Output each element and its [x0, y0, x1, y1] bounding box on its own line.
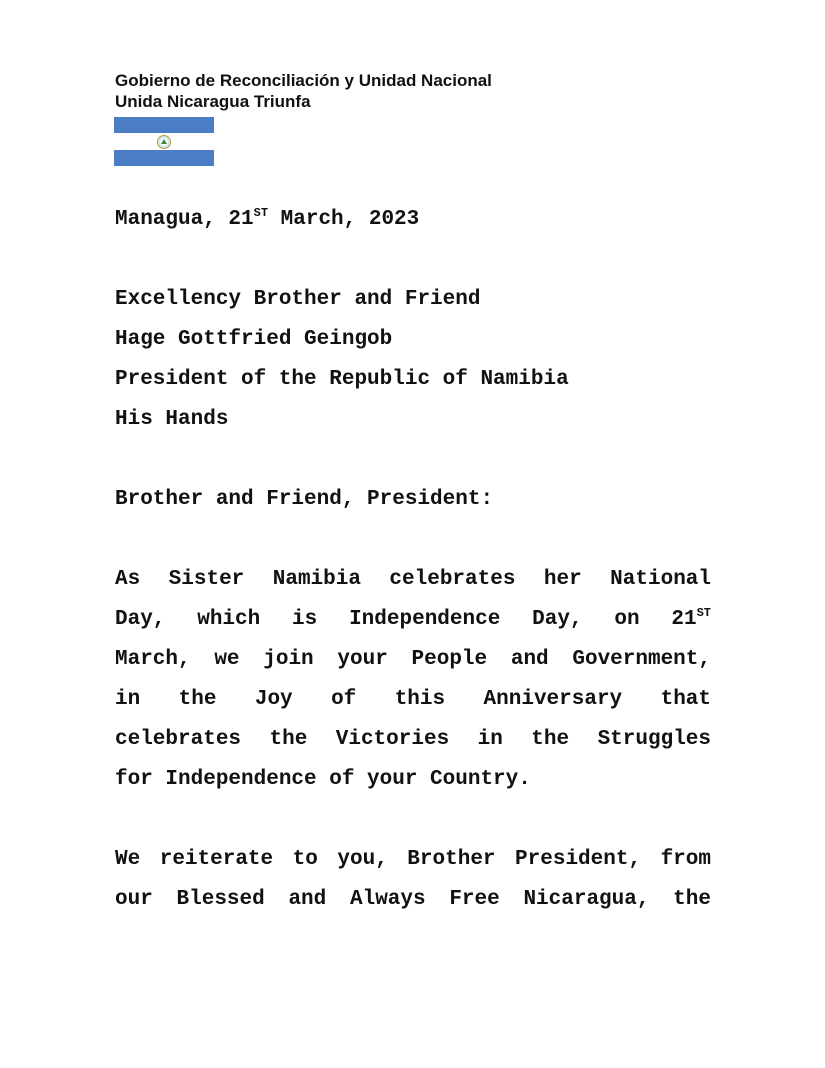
paragraph-2-row-1: We reiterate to you, Brother President, from [115, 848, 711, 871]
paragraph-1-row-2-text: Day, which is Independence Day, on 21 [115, 608, 697, 631]
date-ordinal: ST [253, 206, 269, 220]
flag-bottom-band [114, 150, 214, 166]
paragraph-2 [115, 840, 711, 920]
recipient-line-2: Hage Gottfried Geingob [115, 328, 393, 351]
paragraph-1-row-3: March, we join your People and Government, [115, 648, 711, 671]
paragraph-1-row-1: As Sister Namibia celebrates her National [115, 568, 711, 591]
letterhead [115, 70, 492, 112]
salutation: Brother and Friend, President: [115, 488, 494, 511]
recipient-line-1: Excellency Brother and Friend [115, 288, 481, 311]
paragraph-2-row-2: our Blessed and Always Free Nicaragua, the [115, 888, 711, 911]
paragraph-1-row-2 [115, 600, 711, 640]
coat-of-arms-icon [157, 135, 171, 149]
paragraph-1-row-4: in the Joy of this Anniversary that [115, 688, 711, 711]
paragraph-1-row-5: celebrates the Victories in the Struggles [115, 728, 711, 751]
letterhead-government-name: Gobierno de Reconciliación y Unidad Nacional [115, 71, 492, 90]
paragraph-1-row-6: for Independence of your Country. [115, 768, 531, 791]
letterhead-motto: Unida Nicaragua Triunfa [115, 92, 311, 111]
date-month-year: March, 2023 [268, 208, 420, 231]
paragraph-1 [115, 560, 711, 800]
recipient-line-3: President of the Republic of Namibia [115, 368, 569, 391]
letter-date [115, 208, 419, 231]
flag-top-band [114, 117, 214, 133]
recipient-line-4: His Hands [115, 408, 229, 431]
paragraph-1-ordinal: ST [696, 606, 711, 620]
nicaragua-flag-icon [114, 117, 214, 166]
date-day: Managua, 21 [115, 208, 254, 231]
